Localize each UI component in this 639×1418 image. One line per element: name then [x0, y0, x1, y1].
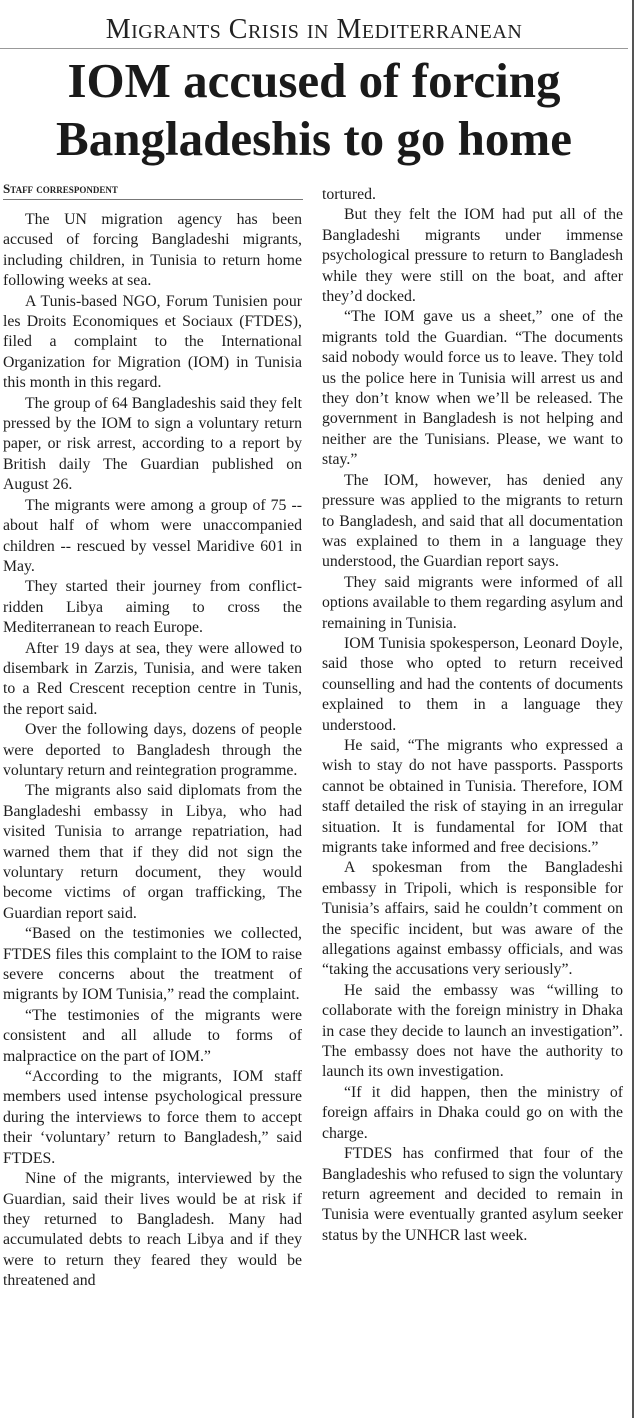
- paragraph: “Based on the testimonies we collected, FTDES files this complaint to the IOM to raise severe concerns about the treatment of migrants by IOM Tunisia,” read the complaint.: [3, 925, 302, 1004]
- paragraph: Nine of the migrants, interviewed by the Guardian, said their lives would be at risk if they returned to Bangladesh. Many had accumulated debts to reach Libya and if they were to return they feared they would be threatened and: [3, 1170, 302, 1290]
- paragraph: They started their journey from conflict-ridden Libya aiming to cross the Mediterranean to reach Europe.: [3, 578, 302, 637]
- paragraph: A Tunis-based NGO, Forum Tunisien pour les Droits Economiques et Sociaux (FTDES), filed a complaint to the International Organization for Migration (IOM) in Tunisia this month in this regard.: [3, 292, 302, 392]
- paragraph: The UN migration agency has been accused of forcing Bangladeshi migrants, including children, in Tunisia to return home following weeks at sea.: [3, 211, 302, 290]
- paragraph: “According to the migrants, IOM staff members used intense psychological pressure during the interviews to force them to accept their ‘voluntary’ return to Bangladesh,” said FTDES.: [3, 1068, 302, 1167]
- paragraph: They said migrants were informed of all options available to them regarding asylum and remaining in Tunisia.: [322, 573, 623, 632]
- paragraph: “The IOM gave us a sheet,” one of the migrants told the Guardian. “The documents said nobody would force us to leave. They told us the police here in Tunisia will arrest us and they don’t know when we’ll be released. The government in Bangladesh is not helping and neither are the Tunisians. Please, we want to stay.”: [322, 308, 623, 469]
- paragraph: He said, “The migrants who expressed a wish to stay do not have passports. Passports cannot be obtained in Tunisia. Therefore, IOM staff detailed the risk of staying in an irregular situation. It is fundamental for IOM that migrants take informed and free decisions.”: [322, 736, 623, 856]
- headline-line-1: IOM accused of forcing: [67, 53, 561, 108]
- section-kicker: Migrants Crisis in Mediterranean: [105, 14, 523, 45]
- paragraph: The migrants were among a group of 75 -- about half of whom were unaccompanied children -- rescued by vessel Maridive 601 in May.: [3, 496, 302, 575]
- paragraph: IOM Tunisia spokesperson, Leonard Doyle, said those who opted to return received counselling and had the contents of documents explained to them in a language they understood.: [322, 634, 623, 734]
- paragraph: The IOM, however, has denied any pressure was applied to the migrants to return to Bangladesh, and said that all documentation was explained to them in a language they understood, the Guardian report says.: [322, 471, 623, 571]
- paragraph: Over the following days, dozens of people were deported to Bangladesh through the voluntary return and reintegration programme.: [3, 721, 302, 779]
- paragraph: The migrants also said diplomats from the Bangladeshi embassy in Libya, who had visited Tunisia to arrange repatriation, had warned them that if they did not sign the voluntary return document, they would become victims of organ trafficking, The Guardian report said.: [3, 782, 302, 922]
- headline-line-2: Bangladeshis to go home: [56, 111, 572, 166]
- paragraph: “If it did happen, then the ministry of foreign affairs in Dhaka could go on with the charge.: [322, 1083, 623, 1142]
- article-column-left: [3, 210, 302, 1292]
- paragraph: He said the embassy was “willing to collaborate with the foreign ministry in Dhaka in case they decide to launch an investigation”. The embassy does not have the authority to launch its own investigation.: [322, 981, 623, 1081]
- byline: Staff correspondent: [3, 181, 118, 196]
- paragraph-continuation: tortured.: [322, 186, 376, 203]
- paragraph: But they felt the IOM had put all of the Bangladeshi migrants under immense psychological pressure to return to Bangladesh while they were still on the boat, and after they’d docked.: [322, 206, 623, 306]
- paragraph: After 19 days at sea, they were allowed to disembark in Zarzis, Tunisia, and were taken to a Red Crescent reception centre in Tunis, the report said.: [3, 639, 302, 718]
- paragraph: The group of 64 Bangladeshis said they felt pressed by the IOM to sign a voluntary return paper, or risk arrest, according to a report by British daily The Guardian published on August 26.: [3, 394, 302, 494]
- paragraph: A spokesman from the Bangladeshi embassy in Tripoli, which is responsible for Tunisia’s affairs, said he couldn’t comment on the specific incident, but was aware of the allegations against embassy officials, and was “taking the accusations very seriously”.: [322, 859, 623, 979]
- column-edge-rule: [632, 0, 634, 1418]
- byline-divider: [3, 199, 303, 200]
- article-column-right: [322, 185, 623, 1246]
- article-headline: [0, 52, 628, 168]
- paragraph: FTDES has confirmed that four of the Bangladeshis who refused to sign the voluntary return agreement and decided to remain in Tunisia were eventually granted asylum seeker status by the UNHCR last week.: [322, 1145, 623, 1244]
- kicker-divider: [0, 48, 628, 49]
- paragraph: “The testimonies of the migrants were consistent and all allude to forms of malpractice on the part of IOM.”: [3, 1006, 302, 1065]
